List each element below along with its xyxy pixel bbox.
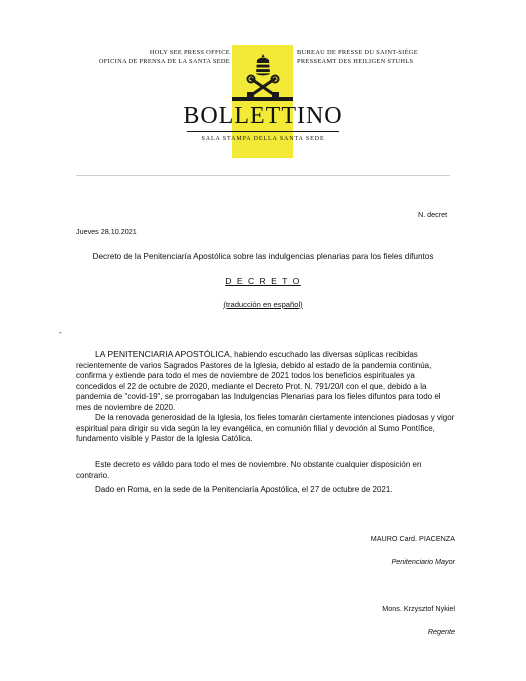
- paragraph-1-text: , habiendo escuchado las diversas súplicas recibidas recientemente de varios Sagrados Pastores de la Iglesia, debido al estado de la pandemia continúa, confirma y extiende para todo el mes de noviembre de 2021 todos los beneficios espirituales ya concedidos el 22 de octubre de 2020, mediante el Decreto Prot. N. 791/20/I con el que, debido a la pandemia de "covid-19", se prorrogaban las Indulgencias Plenarias para los fieles difuntos para todo el mes de noviembre de 2020.: [76, 350, 441, 412]
- header-left-line1: HOLY SEE PRESS OFFICE: [149, 49, 230, 56]
- signatory-2-role: Regente: [427, 627, 455, 636]
- header-right-line2: PRESSEAMT DES HEILIGEN STUHLS: [297, 57, 414, 65]
- papal-keys-tiara-icon: [246, 52, 280, 100]
- signatory-2-name: Mons. Krzysztof Nykiel: [382, 604, 455, 613]
- translation-note: (traducción en español): [223, 300, 303, 309]
- decree-number: N. decret: [418, 210, 448, 219]
- bulletin-date: Jueves 28.10.2021: [76, 227, 137, 236]
- title-underline-rule: [187, 131, 339, 132]
- paragraph-3-text: Este decreto es válido para todo el mes de noviembre. No obstante cualquier disposición en contrario.: [76, 460, 422, 480]
- bollettino-title: BOLLETTINO: [183, 103, 343, 129]
- paragraph-2-text: De la renovada generosidad de la Iglesia, los fieles tomarán ciertamente intenciones piadosas y vigor espiritual para dirigir su vida según la ley evangélica, en comunión filial y devoción al Sumo Pontífice, fundamento visible y Pastor de la Iglesia Católica.: [76, 413, 455, 443]
- signatory-1-role: Penitenciario Mayor: [391, 557, 455, 566]
- header-right-text: [297, 49, 447, 66]
- paragraph-2: [76, 413, 456, 445]
- paragraph-1: [76, 349, 456, 413]
- header-right-line1: BUREAU DE PRESSE DU SAINT-SIÈGE: [297, 49, 418, 56]
- bullet-mark: -: [59, 328, 62, 337]
- bollettino-subtitle: SALA STAMPA DELLA SANTA SEDE: [201, 136, 325, 142]
- signatory-1-name: MAURO Card. PIACENZA: [370, 534, 455, 543]
- header-separator: [76, 175, 450, 176]
- decreto-title: D E C R E T O: [225, 276, 301, 286]
- header-left-text: [95, 49, 230, 66]
- paragraph-1-lead: LA PENITENCIARIA APOSTÓLICA: [95, 349, 230, 359]
- document-heading: Decreto de la Penitenciaría Apostólica sobre las indulgencias plenarias para los fieles difuntos: [92, 252, 434, 261]
- paragraph-4: [76, 485, 456, 496]
- paragraph-3: [76, 460, 456, 481]
- paragraph-4-text: Dado en Roma, en la sede de la Penitenciaría Apostólica, el 27 de octubre de 2021.: [95, 485, 393, 494]
- header-black-rule: [232, 97, 293, 101]
- header-left-line2: OFICINA DE PRENSA DE LA SANTA SEDE: [98, 57, 230, 65]
